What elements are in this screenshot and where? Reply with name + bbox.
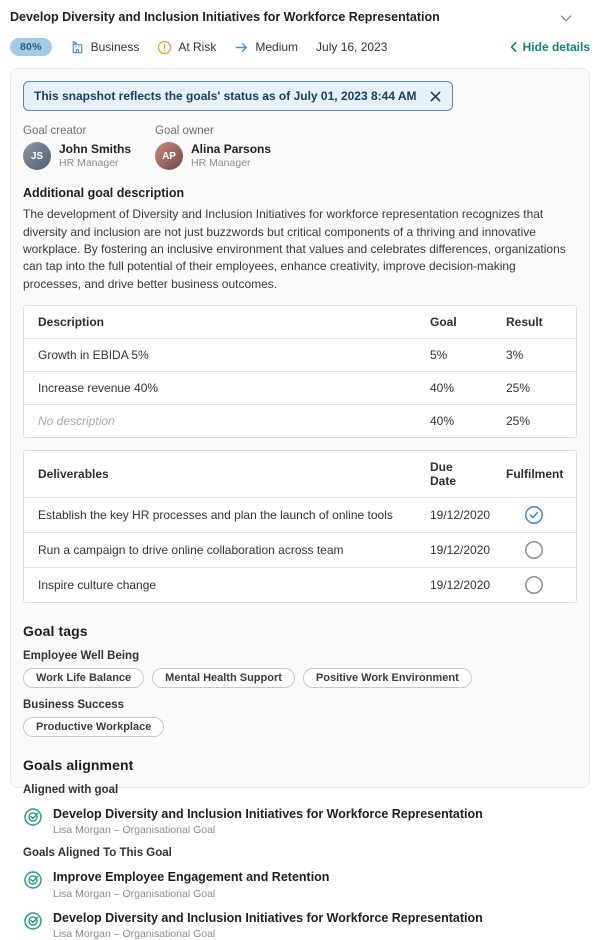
deliverable-due-date: 19/12/2020 xyxy=(430,508,491,523)
metric-description-placeholder: No description xyxy=(38,414,115,429)
tag-pill[interactable]: Positive Work Environment xyxy=(303,668,472,688)
tag-group-label: Business Success xyxy=(23,699,125,712)
col-result: Result xyxy=(506,315,543,330)
col-fulfilment: Fulfilment xyxy=(506,467,564,482)
metrics-table-header xyxy=(24,306,576,338)
at-risk-icon xyxy=(157,40,172,55)
fulfilment-unchecked-icon[interactable] xyxy=(524,540,544,560)
goal-target-icon xyxy=(23,911,43,940)
deliverable-due-date: 19/12/2020 xyxy=(430,543,491,558)
tag-pill[interactable]: Mental Health Support xyxy=(152,668,295,688)
tag-pill[interactable]: Work Life Balance xyxy=(23,668,144,688)
close-icon[interactable] xyxy=(429,90,442,103)
table-row xyxy=(24,404,576,437)
aligned-goal-subtitle: Lisa Morgan – Organisational Goal xyxy=(53,887,216,900)
metric-result: 25% xyxy=(506,381,531,396)
hide-details-label: Hide details xyxy=(522,40,590,54)
arrow-right-icon xyxy=(234,40,249,55)
aligned-goal-subtitle: Lisa Morgan – Organisational Goal xyxy=(53,824,216,837)
goals-alignment-heading: Goals alignment xyxy=(23,757,134,774)
table-row xyxy=(24,497,576,532)
aligned-goal-title: Develop Diversity and Inclusion Initiatives for Workforce Representation xyxy=(53,910,483,925)
avatar-goal-creator: JS xyxy=(23,142,51,170)
col-goal: Goal xyxy=(430,315,457,330)
aligned-goal-item[interactable] xyxy=(23,869,577,899)
goal-creator-label: Goal creator xyxy=(23,125,87,137)
goal-owner-role: HR Manager xyxy=(191,157,251,169)
deliverable-due-date: 19/12/2020 xyxy=(430,578,491,593)
description-heading: Additional goal description xyxy=(23,186,185,201)
aligned-goal-title: Improve Employee Engagement and Retention xyxy=(53,870,330,885)
goal-creator xyxy=(23,125,131,170)
aligned-goal-subtitle: Lisa Morgan – Organisational Goal xyxy=(53,927,216,940)
metric-description: Increase revenue 40% xyxy=(38,381,159,396)
col-due-date: Due Date xyxy=(430,460,457,489)
priority-label: Medium xyxy=(255,40,299,54)
status-badge xyxy=(157,40,216,55)
description-body: The development of Diversity and Inclusion Initiatives for workforce representation recognizes that diversity and inclusion are not just buzzwords but critical components of a thriving and innovative workplace. By fostering an inclusive environment that values and celebrates differences, organizations can tap into the full potential of their employees, enhance creativity, improve decision-making processes, and drive better business outcomes. xyxy=(23,207,566,291)
priority-badge xyxy=(234,40,298,55)
due-date: July 16, 2023 xyxy=(316,40,388,54)
people-row xyxy=(23,125,577,170)
snapshot-banner-text: This snapshot reflects the goals' status as of July 01, 2023 8:44 AM xyxy=(34,89,417,103)
page-title: Develop Diversity and Inclusion Initiatives for Workforce Representation xyxy=(10,10,440,24)
goal-meta-row xyxy=(10,38,590,56)
goal-type-badge xyxy=(70,40,140,55)
deliverable-title: Run a campaign to drive online collaboration across team xyxy=(38,543,344,558)
aligned-goal-title: Develop Diversity and Inclusion Initiatives for Workforce Representation xyxy=(53,807,483,822)
col-description: Description xyxy=(38,315,105,330)
snapshot-banner xyxy=(23,81,453,111)
goal-owner-label: Goal owner xyxy=(155,125,214,137)
goal-type-label: Business xyxy=(90,40,140,54)
alignment-section-label: Goals Aligned To This Goal xyxy=(23,847,172,860)
deliverable-title: Inspire culture change xyxy=(38,578,157,593)
metrics-table xyxy=(23,305,577,438)
status-label: At Risk xyxy=(178,40,217,54)
table-row xyxy=(24,338,576,371)
goal-target-icon xyxy=(23,807,43,836)
aligned-goal-item[interactable] xyxy=(23,910,577,940)
goal-header xyxy=(10,8,590,28)
table-row xyxy=(24,532,576,567)
metric-goal: 40% xyxy=(430,381,455,396)
alignment-section-label: Aligned with goal xyxy=(23,784,119,797)
tag-row xyxy=(23,717,577,737)
table-row xyxy=(24,567,576,602)
tag-group-label: Employee Well Being xyxy=(23,650,140,663)
metric-goal: 5% xyxy=(430,348,448,363)
deliverables-table-header xyxy=(24,451,576,497)
table-row xyxy=(24,371,576,404)
deliverable-title: Establish the key HR processes and plan the launch of online tools xyxy=(38,508,393,523)
deliverables-table xyxy=(23,450,577,603)
metric-result: 25% xyxy=(506,414,531,429)
building-icon xyxy=(70,40,85,55)
aligned-goal-item[interactable] xyxy=(23,806,577,836)
goal-tags-heading: Goal tags xyxy=(23,623,88,640)
chevron-left-icon xyxy=(509,41,519,53)
fulfilment-unchecked-icon[interactable] xyxy=(524,575,544,595)
progress-badge: 80% xyxy=(10,38,52,56)
goal-creator-name: John Smiths xyxy=(59,142,132,156)
metric-goal: 40% xyxy=(430,414,455,429)
metric-description: Growth in EBIDA 5% xyxy=(38,348,149,363)
fulfilment-checked-icon[interactable] xyxy=(524,505,544,525)
tag-pill[interactable]: Productive Workplace xyxy=(23,717,164,737)
goal-owner xyxy=(155,125,271,170)
hide-details-link[interactable] xyxy=(509,40,590,54)
chevron-down-icon[interactable] xyxy=(556,8,576,28)
tag-row xyxy=(23,668,577,688)
details-card xyxy=(10,68,590,940)
col-deliverables: Deliverables xyxy=(38,467,109,482)
metric-result: 3% xyxy=(506,348,524,363)
goal-target-icon xyxy=(23,870,43,899)
goal-creator-role: HR Manager xyxy=(59,157,119,169)
goal-owner-name: Alina Parsons xyxy=(191,142,272,156)
avatar-goal-owner: AP xyxy=(155,142,183,170)
